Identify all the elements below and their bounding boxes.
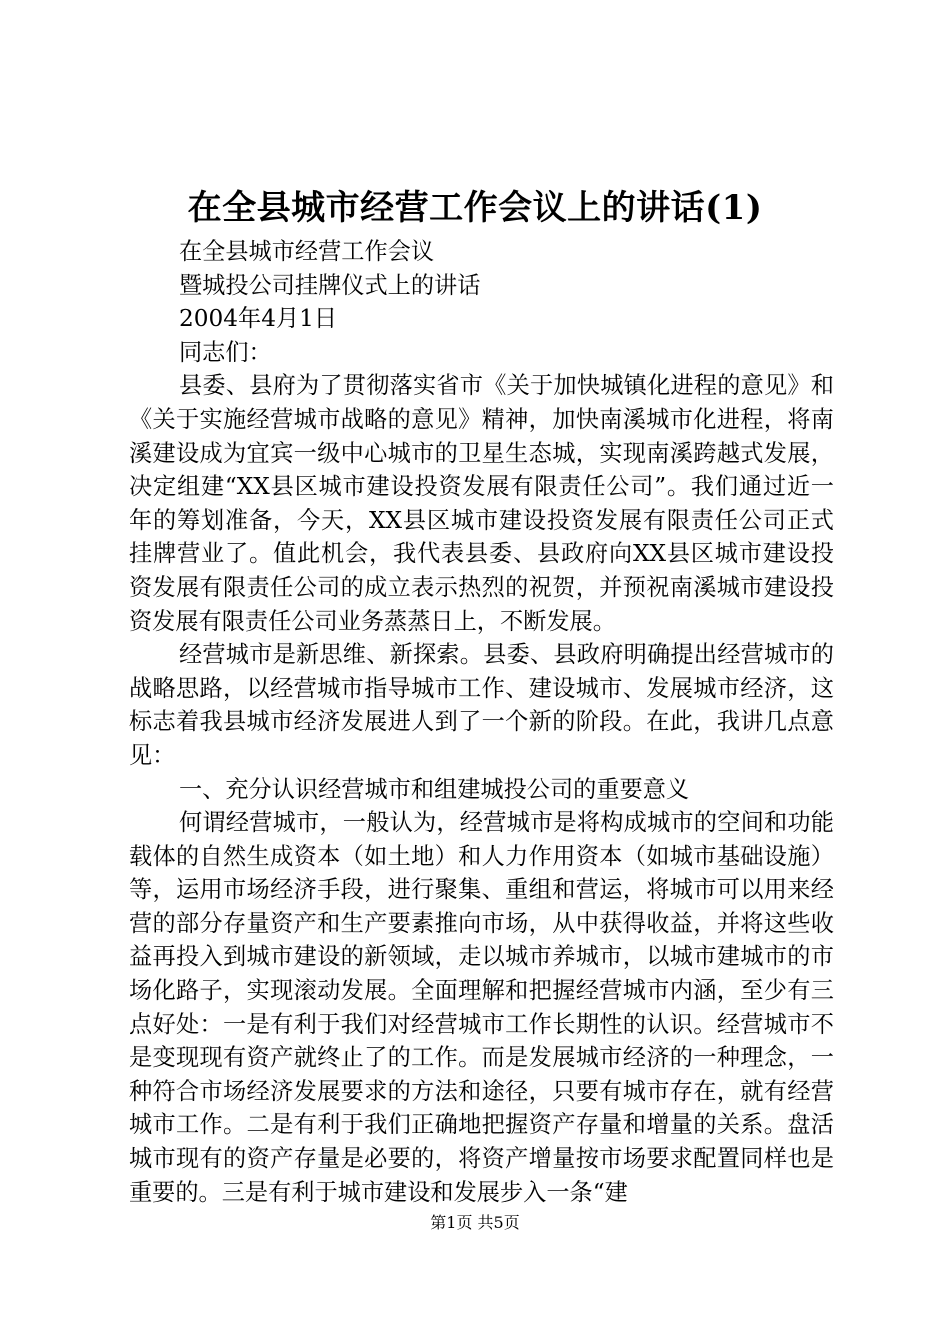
page-footer: 第1页 共5页 bbox=[430, 1213, 520, 1232]
paragraph-3: 何谓经营城市，一般认为，经营城市是将构成城市的空间和功能载体的自然生成资本（如土地）和人力作用资本（如城市基础设施）等，运用市场经济手段，进行聚集、重组和营运，将城市可以用来经营的部分存量资产和生产要素推向市场，从中获得收益，并将这些收益再投入到城市建设的新领域，走以城市养城市，以城市建城市的市场化路子，实现滚动发展。全面理解和把握经营城市内涵，至少有三点好处：一是有利于我们对经营城市工作长期性的认识。经营城市不是变现现有资产就终止了的工作。而是发展城市经济的一种理念，一种符合市场经济发展要求的方法和途径，只要有城市存在，就有经营城市工作。二是有利于我们正确地把握资产存量和增量的关系。盘活城市现有的资产存量是必要的，将资产增量按市场要求配置同样也是重要的。三是有利于城市建设和发展步入一条“建 bbox=[129, 809, 834, 1206]
paragraph-2: 经营城市是新思维、新探索。县委、县政府明确提出经营城市的战略思路，以经营城市指导城市工作、建设城市、发展城市经济，这标志着我县城市经济发展进人到了一个新的阶段。在此，我讲几点意见： bbox=[129, 641, 834, 769]
section-heading-1: 一、充分认识经营城市和组建城投公司的重要意义 bbox=[179, 775, 690, 803]
paragraph-1: 县委、县府为了贯彻落实省市《关于加快城镇化进程的意见》和《关于实施经营城市战略的意见》精神，加快南溪城市化进程，将南溪建设成为宜宾一级中心城市的卫星生态城，实现南溪跨越式发展，决定组建“XX县区城市建设投资发展有限责任公司”。我们通过近一年的筹划准备，今天，XX县区城市建设投资发展有限责任公司正式挂牌营业了。值此机会，我代表县委、县政府向XX县区城市建设投资发展有限责任公司的成立表示热烈的祝贺，并预祝南溪城市建设投资发展有限责任公司业务蒸蒸日上，不断发展。 bbox=[129, 372, 834, 635]
subtitle-line-2: 暨城投公司挂牌仪式上的讲话 bbox=[179, 271, 481, 299]
document-title: 在全县城市经营工作会议上的讲话(1) bbox=[187, 188, 763, 228]
subtitle-line-1: 在全县城市经营工作会议 bbox=[179, 238, 435, 265]
salutation: 同志们： bbox=[179, 338, 272, 366]
document-body bbox=[129, 235, 834, 1209]
speech-date: 2004年4月1日 bbox=[179, 305, 338, 333]
